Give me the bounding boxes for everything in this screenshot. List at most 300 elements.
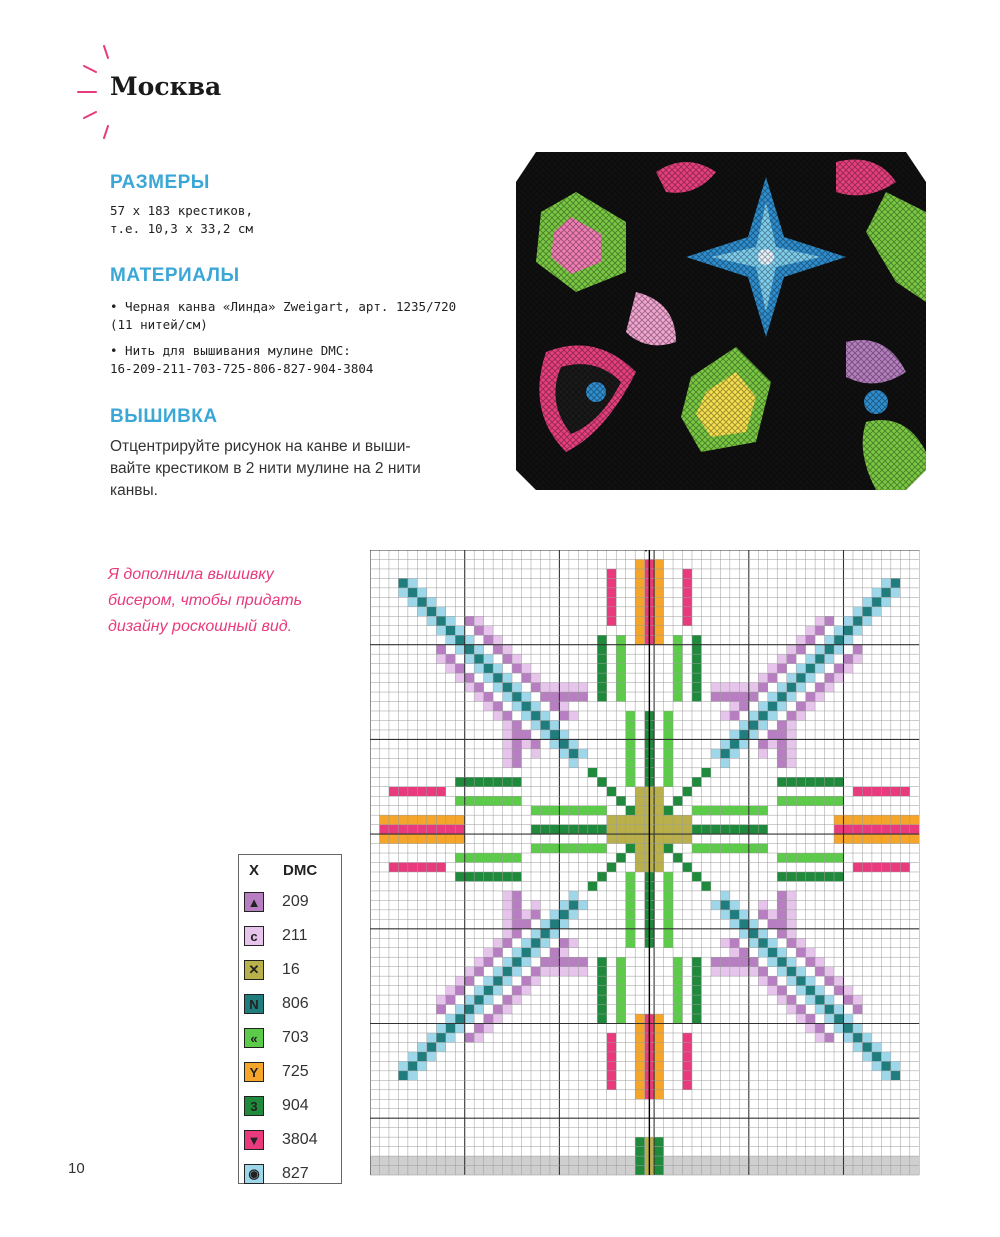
stitch-cell <box>834 834 843 843</box>
stitch-cell <box>683 588 692 597</box>
stitch-cell <box>597 957 606 966</box>
double-chevron-icon: « <box>244 1028 264 1048</box>
stitch-cell <box>635 1042 644 1051</box>
stitch-cell <box>398 1061 407 1070</box>
stitch-cell <box>664 711 673 720</box>
stitch-cell <box>484 995 493 1004</box>
stitch-cell <box>522 976 531 985</box>
stitch-cell <box>768 739 777 748</box>
stitch-cell <box>862 607 871 616</box>
stitch-cell <box>569 692 578 701</box>
stitch-cell <box>559 692 568 701</box>
stitch-cell <box>787 683 796 692</box>
stitch-cell <box>512 796 521 805</box>
stitch-cell <box>739 844 748 853</box>
stitch-cell <box>550 825 559 834</box>
stitch-cell <box>834 777 843 786</box>
stitch-cell <box>503 796 512 805</box>
stitch-cell <box>417 1061 426 1070</box>
stitch-cell <box>559 957 568 966</box>
stitch-cell <box>559 919 568 928</box>
stitch-cell <box>522 711 531 720</box>
stitch-cell <box>493 635 502 644</box>
stitch-cell <box>493 853 502 862</box>
stitch-cell <box>408 588 417 597</box>
stitch-cell <box>796 683 805 692</box>
stitch-cell <box>862 863 871 872</box>
stitch-cell <box>768 702 777 711</box>
stitch-cell <box>654 569 663 578</box>
stitch-cell <box>815 777 824 786</box>
stitch-cell <box>654 1071 663 1080</box>
stitch-cell <box>673 976 682 985</box>
stitch-cell <box>446 834 455 843</box>
stitch-cell <box>635 1156 644 1165</box>
stitch-cell <box>379 815 388 824</box>
stitch-cell <box>455 645 464 654</box>
stitch-cell <box>503 900 512 909</box>
stitch-cell <box>503 720 512 729</box>
stitch-cell <box>796 1014 805 1023</box>
stitch-cell <box>891 787 900 796</box>
stitch-cell <box>825 635 834 644</box>
stitch-cell <box>787 1005 796 1014</box>
stitch-cell <box>607 616 616 625</box>
stitch-cell <box>683 569 692 578</box>
stitch-cell <box>853 1033 862 1042</box>
stitch-cell <box>616 853 625 862</box>
stitch-cell <box>825 1033 834 1042</box>
legend-dmc-code: 209 <box>282 893 309 910</box>
stitch-cell <box>550 929 559 938</box>
stitch-cell <box>597 777 606 786</box>
stitch-cell <box>408 834 417 843</box>
stitch-cell <box>550 730 559 739</box>
legend-dmc-code: 16 <box>282 961 300 978</box>
stitch-cell <box>834 853 843 862</box>
stitch-cell <box>654 825 663 834</box>
stitch-cell <box>626 929 635 938</box>
stitch-cell <box>787 957 796 966</box>
stitch-cell <box>796 948 805 957</box>
stitch-cell <box>692 777 701 786</box>
stitch-cell <box>730 806 739 815</box>
stitch-cell <box>815 1033 824 1042</box>
stitch-cell <box>635 1033 644 1042</box>
stitch-cell <box>881 834 890 843</box>
stitch-cell <box>806 654 815 663</box>
stitch-cell <box>616 1014 625 1023</box>
stitch-cell <box>787 910 796 919</box>
stitch-cell <box>635 863 644 872</box>
stitch-cell <box>569 910 578 919</box>
stitch-cell <box>455 673 464 682</box>
stitch-cell <box>777 739 786 748</box>
stitch-cell <box>749 730 758 739</box>
stitch-cell <box>777 967 786 976</box>
stitch-cell <box>512 777 521 786</box>
quote-line-2: бисером, чтобы придать <box>108 592 303 609</box>
stitch-cell <box>597 654 606 663</box>
stitch-cell <box>417 597 426 606</box>
stitch-cell <box>512 919 521 928</box>
stitch-cell <box>673 645 682 654</box>
stitch-cell <box>862 834 871 843</box>
legend-row <box>239 1157 341 1191</box>
stitch-cell <box>881 787 890 796</box>
stitch-cell <box>569 900 578 909</box>
quote-line-1: Я дополнила вышивку <box>108 566 274 583</box>
chevron-down-icon: ▼ <box>244 1130 264 1150</box>
stitch-cell <box>427 1052 436 1061</box>
ring-dot-icon: ◉ <box>244 1164 264 1184</box>
stitch-cell <box>758 749 767 758</box>
stitch-cell <box>872 1042 881 1051</box>
stitch-cell <box>720 825 729 834</box>
stitch-cell <box>512 654 521 663</box>
embroidery-text-line-3: канвы. <box>110 482 158 499</box>
stitch-cell <box>597 825 606 834</box>
stitch-cell <box>720 844 729 853</box>
stitch-cell <box>616 986 625 995</box>
stitch-cell <box>806 1014 815 1023</box>
stitch-cell <box>664 806 673 815</box>
stitch-cell <box>777 986 786 995</box>
stitch-cell <box>654 607 663 616</box>
stitch-cell <box>408 578 417 587</box>
stitch-cell <box>522 730 531 739</box>
stitch-cell <box>730 948 739 957</box>
stitch-cell <box>626 900 635 909</box>
stitch-cell <box>664 777 673 786</box>
stitch-cell <box>777 900 786 909</box>
stitch-cell <box>597 986 606 995</box>
stitch-cell <box>815 664 824 673</box>
stitch-cell <box>531 910 540 919</box>
stitch-cell <box>493 1005 502 1014</box>
stitch-cell <box>768 910 777 919</box>
stitch-cell <box>540 957 549 966</box>
stitch-cell <box>796 967 805 976</box>
stitch-cell <box>815 853 824 862</box>
stitch-cell <box>512 683 521 692</box>
stitch-cell <box>578 806 587 815</box>
stitch-cell <box>531 673 540 682</box>
stitch-cell <box>910 815 919 824</box>
stitch-cell <box>796 645 805 654</box>
stitch-cell <box>796 777 805 786</box>
stitch-cell <box>455 664 464 673</box>
stitch-cell <box>853 626 862 635</box>
stitch-cell <box>503 730 512 739</box>
stitch-cell <box>806 976 815 985</box>
stitch-cell <box>540 692 549 701</box>
stitch-cell <box>806 948 815 957</box>
stitch-cell <box>446 626 455 635</box>
stitch-cell <box>711 844 720 853</box>
stitch-cell <box>720 692 729 701</box>
stitch-cell <box>758 702 767 711</box>
stitch-cell <box>720 711 729 720</box>
stitch-cell <box>720 967 729 976</box>
stitch-cell <box>436 654 445 663</box>
stitch-cell <box>844 626 853 635</box>
stitch-cell <box>881 1071 890 1080</box>
stitch-cell <box>825 967 834 976</box>
stitch-cell <box>635 796 644 805</box>
stitch-cell <box>465 967 474 976</box>
stitch-cell <box>787 749 796 758</box>
stitch-cell <box>635 1080 644 1089</box>
stitch-cell <box>597 664 606 673</box>
stitch-cell <box>616 654 625 663</box>
stitch-cell <box>881 1052 890 1061</box>
stitch-cell <box>474 683 483 692</box>
stitch-cell <box>796 711 805 720</box>
stitch-cell <box>806 796 815 805</box>
stitch-cell <box>711 957 720 966</box>
stitch-cell <box>758 948 767 957</box>
stitch-cell <box>664 872 673 881</box>
stitch-cell <box>664 825 673 834</box>
stitch-cell <box>522 692 531 701</box>
stitch-cell <box>739 806 748 815</box>
stitch-cell <box>834 1005 843 1014</box>
stitch-cell <box>720 758 729 767</box>
stitch-cell <box>607 588 616 597</box>
stitch-cell <box>540 711 549 720</box>
legend-row <box>239 1055 341 1089</box>
stitch-cell <box>815 626 824 635</box>
stitch-cell <box>493 645 502 654</box>
color-legend <box>238 854 342 1184</box>
stitch-cell <box>569 749 578 758</box>
stitch-cell <box>474 995 483 1004</box>
stitch-cell <box>664 739 673 748</box>
stitch-cell <box>512 702 521 711</box>
stitch-cell <box>768 948 777 957</box>
stitch-cell <box>465 796 474 805</box>
stitch-cell <box>739 929 748 938</box>
stitch-cell <box>503 929 512 938</box>
stitch-cell <box>559 825 568 834</box>
stitch-cell <box>654 1156 663 1165</box>
stitch-cell <box>427 825 436 834</box>
stitch-cell <box>588 844 597 853</box>
stitch-cell <box>512 900 521 909</box>
stitch-cell <box>626 758 635 767</box>
stitch-cell <box>512 948 521 957</box>
stitch-cell <box>578 825 587 834</box>
stitch-cell <box>569 683 578 692</box>
stitch-cell <box>616 815 625 824</box>
stitch-cell <box>654 1014 663 1023</box>
stitch-cell <box>503 1005 512 1014</box>
stitch-cell <box>768 711 777 720</box>
stitch-cell <box>569 739 578 748</box>
stitch-cell <box>626 872 635 881</box>
stitch-cell <box>635 1071 644 1080</box>
stitch-cell <box>512 749 521 758</box>
y-letter-icon: Y <box>244 1062 264 1082</box>
stitch-cell <box>512 664 521 673</box>
triangle-icon: ▲ <box>244 892 264 912</box>
stitch-cell <box>531 844 540 853</box>
stitch-cell <box>787 777 796 786</box>
stitch-cell <box>427 1033 436 1042</box>
stitch-cell <box>522 702 531 711</box>
stitch-cell <box>683 1033 692 1042</box>
stitch-cell <box>455 825 464 834</box>
stitch-cell <box>806 872 815 881</box>
stitch-cell <box>455 834 464 843</box>
stitch-cell <box>446 635 455 644</box>
stitch-cell <box>398 787 407 796</box>
stitch-cell <box>578 900 587 909</box>
stitch-cell <box>730 739 739 748</box>
designer-quote <box>108 562 348 640</box>
stitch-cell <box>768 986 777 995</box>
stitch-cell <box>683 863 692 872</box>
legend-row <box>239 919 341 953</box>
stitch-cell <box>569 891 578 900</box>
stitch-cell <box>569 806 578 815</box>
stitch-cell <box>815 967 824 976</box>
stitch-cell <box>673 1005 682 1014</box>
page-title: Москва <box>110 72 222 101</box>
stitch-cell <box>891 863 900 872</box>
stitch-cell <box>664 929 673 938</box>
stitch-cell <box>503 673 512 682</box>
stitch-cell <box>891 1061 900 1070</box>
stitch-cell <box>787 872 796 881</box>
stitch-cell <box>664 881 673 890</box>
stitch-cell <box>758 720 767 729</box>
stitch-cell <box>588 768 597 777</box>
stitch-cell <box>569 711 578 720</box>
stitch-cell <box>683 1080 692 1089</box>
stitch-cell <box>569 844 578 853</box>
stitch-cell <box>607 825 616 834</box>
stitch-cell <box>758 683 767 692</box>
stitch-cell <box>635 1052 644 1061</box>
stitch-cell <box>626 844 635 853</box>
stitch-cell <box>607 1033 616 1042</box>
stitch-cell <box>777 957 786 966</box>
stitch-cell <box>758 739 767 748</box>
stitch-cell <box>683 1071 692 1080</box>
stitch-cell <box>635 1137 644 1146</box>
stitch-cell <box>692 1005 701 1014</box>
stitch-cell <box>503 711 512 720</box>
stitch-cell <box>777 654 786 663</box>
stitch-cell <box>730 910 739 919</box>
stitch-cell <box>730 730 739 739</box>
stitch-cell <box>749 806 758 815</box>
stitch-cell <box>616 673 625 682</box>
stitch-cell <box>398 834 407 843</box>
stitch-cell <box>881 578 890 587</box>
stitch-cell <box>825 872 834 881</box>
stitch-cell <box>484 702 493 711</box>
stitch-cell <box>872 863 881 872</box>
sizes-heading: РАЗМЕРЫ <box>110 172 210 193</box>
stitch-cell <box>408 815 417 824</box>
stitch-cell <box>493 673 502 682</box>
stitch-cell <box>891 834 900 843</box>
legend-col-symbol: X <box>248 861 259 879</box>
stitch-cell <box>607 787 616 796</box>
stitch-cell <box>503 692 512 701</box>
stitch-cell <box>455 1014 464 1023</box>
x-cross-icon: ✕ <box>244 960 264 980</box>
stitch-cell <box>758 910 767 919</box>
stitch-cell <box>616 1005 625 1014</box>
stitch-cell <box>427 1042 436 1051</box>
stitch-cell <box>550 720 559 729</box>
stitch-cell <box>834 673 843 682</box>
stitch-cell <box>862 787 871 796</box>
stitch-cell <box>777 758 786 767</box>
stitch-cell <box>777 749 786 758</box>
stitch-cell <box>683 578 692 587</box>
stitch-cell <box>692 986 701 995</box>
stitch-cell <box>626 711 635 720</box>
stitch-cell <box>720 957 729 966</box>
embroidery-text <box>110 436 470 502</box>
stitch-cell <box>540 919 549 928</box>
stitch-cell <box>739 683 748 692</box>
stitch-cell <box>597 967 606 976</box>
stitch-cell <box>834 796 843 805</box>
stitch-cell <box>474 1024 483 1033</box>
legend-dmc-code: 211 <box>282 927 308 944</box>
stitch-cell <box>825 777 834 786</box>
stitch-cell <box>493 777 502 786</box>
legend-dmc-code: 3804 <box>282 1131 318 1148</box>
stitch-cell <box>512 929 521 938</box>
stitch-cell <box>427 815 436 824</box>
stitch-cell <box>540 929 549 938</box>
stitch-cell <box>844 1033 853 1042</box>
stitch-cell <box>531 806 540 815</box>
stitch-cell <box>398 825 407 834</box>
stitch-cell <box>531 900 540 909</box>
stitch-cell <box>484 957 493 966</box>
stitch-cell <box>455 635 464 644</box>
legend-row <box>239 1021 341 1055</box>
stitch-cell <box>503 967 512 976</box>
stitch-cell <box>569 825 578 834</box>
stitch-cell <box>654 635 663 644</box>
stitch-cell <box>673 815 682 824</box>
stitch-cell <box>664 815 673 824</box>
stitch-cell <box>493 796 502 805</box>
stitch-cell <box>664 891 673 900</box>
stitch-cell <box>493 967 502 976</box>
stitch-cell <box>768 673 777 682</box>
stitch-cell <box>616 967 625 976</box>
stitch-cell <box>531 739 540 748</box>
stitch-cell <box>673 834 682 843</box>
materials-item-2-line-2: 16-209-211-703-725-806-827-904-3804 <box>110 361 374 376</box>
three-digit-icon: 3 <box>244 1096 264 1116</box>
stitch-cell <box>692 683 701 692</box>
stitch-cell <box>654 626 663 635</box>
stitch-cell <box>635 1166 644 1175</box>
stitch-cell <box>673 654 682 663</box>
stitch-cell <box>787 673 796 682</box>
